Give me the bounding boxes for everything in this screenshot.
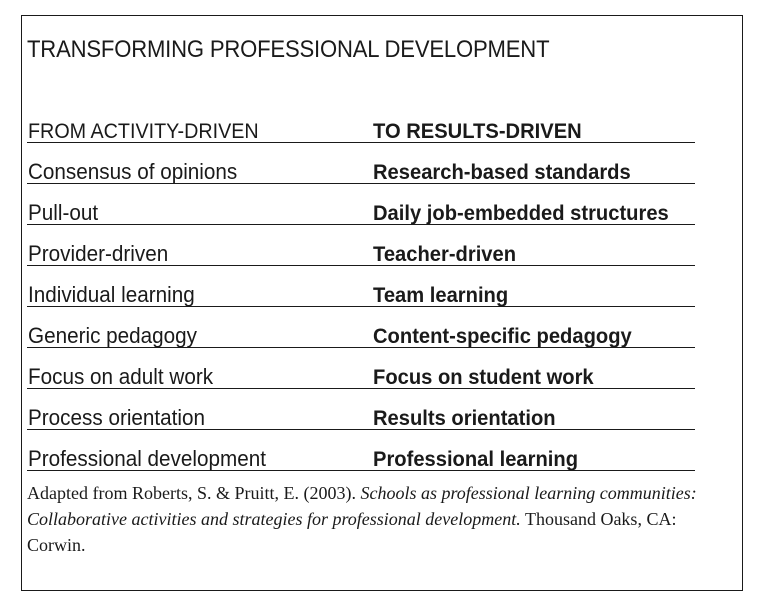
table-row — [27, 225, 695, 266]
row-from: Professional development — [28, 446, 266, 471]
row-from: Generic pedagogy — [28, 323, 198, 348]
row-from: Individual learning — [28, 282, 195, 307]
figure-title: TRANSFORMING PROFESSIONAL DEVELOPMENT — [27, 36, 550, 63]
table-header-row — [27, 102, 695, 143]
table-row — [27, 266, 695, 307]
row-from: Consensus of opinions — [28, 159, 238, 184]
row-to: Research-based standards — [373, 161, 631, 184]
row-to: Results orientation — [373, 407, 556, 430]
row-to: Focus on student work — [373, 366, 594, 389]
comparison-table — [27, 102, 695, 471]
row-to: Professional learning — [373, 448, 579, 471]
row-to: Content-specific pedagogy — [373, 325, 632, 348]
table-row — [27, 389, 695, 430]
row-from: Pull-out — [28, 200, 99, 225]
citation-prefix: Adapted from Roberts, S. & Pruitt, E. (2003). — [27, 483, 361, 503]
row-to: Teacher-driven — [373, 243, 517, 266]
header-from: FROM ACTIVITY-DRIVEN — [28, 120, 259, 143]
citation-work-title: Schools as professional learning communities: Collaborative activities and strategies for professional development. — [27, 483, 697, 529]
row-to: Daily job-embedded structures — [373, 202, 669, 225]
row-from: Provider-driven — [28, 241, 169, 266]
table-row — [27, 430, 695, 471]
table-row — [27, 184, 695, 225]
citation — [27, 480, 707, 558]
row-from: Focus on adult work — [28, 364, 214, 389]
row-to: Team learning — [373, 284, 509, 307]
header-to: TO RESULTS-DRIVEN — [373, 120, 582, 143]
table-row — [27, 307, 695, 348]
row-from: Process orientation — [28, 405, 206, 430]
citation-suffix: Thousand Oaks, CA: Corwin. — [27, 509, 677, 555]
table-row — [27, 143, 695, 184]
table-row — [27, 348, 695, 389]
